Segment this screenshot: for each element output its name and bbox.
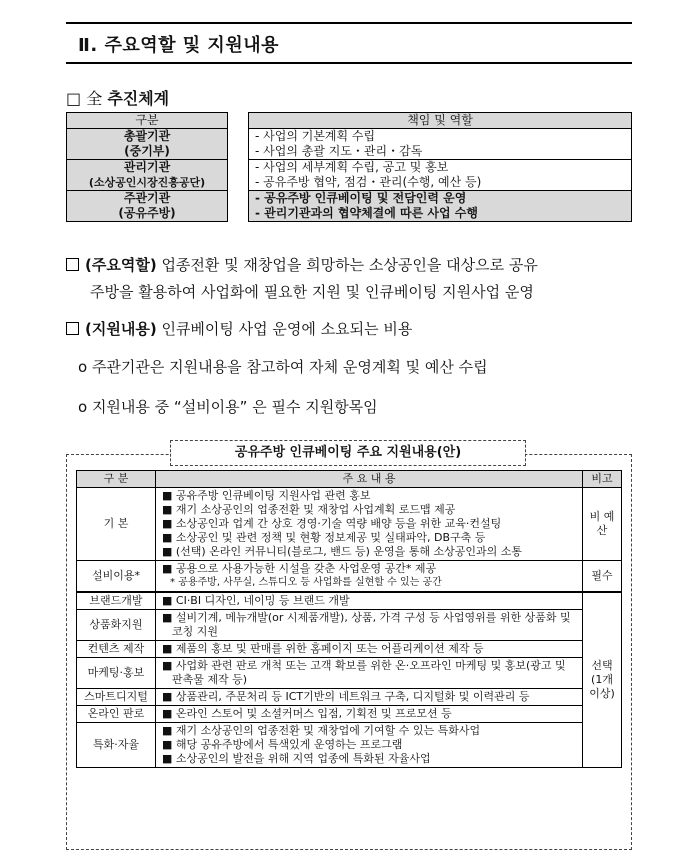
roles-desc-0: - 사업의 기본계획 수립 - 사업의 총괄 지도・관리・감독 (249, 129, 632, 160)
structure-heading (66, 86, 169, 109)
roles-org-1: 관리기관 (소상공인시장진흥공단) (67, 160, 228, 191)
checkbox-square-icon (66, 322, 79, 335)
basic-items: ■ 공유주방 인큐베이팅 지원사업 관련 홍보 ■ 재기 소상공인의 업종전환 및 재창업 사업계획 로드맵 제공 ■ 소상공인과 업계 간 상호 경영·기술 역량 배양 등을 위한 교육·컨설팅 ■ 소상공인 및 관련 정책 및 현황 정보제공 및 실태파악, DB구축 등 ■ (선택) 온라인 커뮤니티(블로그, 밴드 등) 운영을 통해 소상공인과의 소통 (156, 488, 583, 561)
support-paragraph: (지원내용) 인큐베이팅 사업 운영에 소요되는 비용 (66, 316, 412, 343)
facility-items: ■ 공용으로 사용가능한 시설을 갖춘 사업운영 공간* 제공 * 공용주방, 사무실, 스튜디오 등 사업화를 실현할 수 있는 공간 (156, 561, 583, 593)
cat-facility: 설비이용* (77, 561, 156, 593)
roles-header-0: 구분 (67, 113, 228, 129)
cat-optional-1: 상품화지원 (77, 610, 156, 641)
support-header-2: 비고 (583, 471, 622, 488)
roles-desc-2: - 공유주방 인큐베이팅 및 전담인력 운영 - 관리기관과의 협약체결에 따른 사업 수행 (249, 191, 632, 222)
prefix: 全 (86, 89, 108, 108)
roles-org-2: 주관기관 (공유주방) (67, 191, 228, 222)
cat-basic: 기 본 (77, 488, 156, 561)
support-header-1: 주 요 내 용 (156, 471, 583, 488)
sub-item-0: o 주관기관은 지원내용을 참고하여 자체 운영계획 및 예산 수립 (78, 358, 488, 376)
cat-optional-4: 스마트디지털 (77, 689, 156, 706)
roles-header-1: 책임 및 역할 (249, 113, 632, 129)
section-title-bar (66, 22, 632, 64)
cat-optional-5: 온라인 판로 (77, 706, 156, 723)
heading-title: 추진체계 (107, 89, 170, 108)
section-title: Ⅱ. 주요역할 및 지원내용 (78, 35, 279, 56)
support-table-title: 공유주방 인큐베이팅 주요 지원내용(안) (170, 440, 526, 466)
roles-desc-1: - 사업의 세부계획 수립, 공고 및 홍보 - 공유주방 협약, 점검・관리(수행, 예산 등) (249, 160, 632, 191)
cat-optional-2: 컨텐츠 제작 (77, 641, 156, 658)
roles-table (66, 112, 632, 222)
support-label: (지원내용) (85, 320, 157, 338)
cat-optional-6: 특화·자율 (77, 723, 156, 768)
support-table: 구 분 주 요 내 용 비고 기 본 ■ 공유주방 인큐베이팅 지원사업 관련 홍보 ■ 재기 소상공인의 업종전환 및 재창업 사업계획 로드맵 제공 ■ 소상공인과 업계 간 상호 경영·기술 역량 배양 등을 위한 교육·컨설팅 ■ 소상공인 및 관련 정책 및 현황 정보제공 및 실태파악, DB구축 등 ■ (선택) 온라인 커뮤니티(블로그, 밴드 등) 운영을 통해 소상공인과의 소통 비 예 산 설비이용* ■ 공용으로 사용가능한 시설을 갖춘 사업운영 공간* 제공 * 공용주방, 사무실, 스튜디오 등 사업화를 실현할 수 있는 공간 필수 브랜드개발 ■ CI·BI 디자인, 네이밍 등 브랜드 개발 선택 (1개 이상) 상품화지원 ■ 설비기계, 메뉴개발(or 시제품개발), 상품, 가격 구성 등 사업영위를 위한 상품화 및 코칭 지원 컨텐츠 제작 ■ 제품의 홍보 및 판매를 위한 홈페이지 또는 어플리케이션 제작 등 마케팅·홍보 ■ 사업화 관련 판로 개척 또는 고객 확보를 위한 온·오프라인 마케팅 및 홍보(광고 및 판촉물 제작 등) 스마트디지털 ■ 상품관리, 주문처리 등 ICT기반의 네트워크 구축, 디지털화 및 이력관리 등 온라인 판로 ■ 온라인 스토어 및 소셜커머스 입점, 기획전 및 프로모션 등 특화·자율 ■ 재기 소상공인의 업종전환 및 재창업에 기여할 수 있는 특화사업 ■ 해당 공유주방에서 특색있게 운영하는 프로그램 ■ 소상공인의 발전을 위해 지역 업종에 특화된 자율사업 (76, 470, 622, 768)
note-facility: 필수 (583, 561, 622, 593)
support-header-0: 구 분 (77, 471, 156, 488)
sub-item-1: o 지원내용 중 “설비이용” 은 필수 지원항목임 (78, 398, 378, 416)
checkbox-square-icon (66, 258, 79, 271)
cat-optional-0: 브랜드개발 (77, 592, 156, 610)
note-basic: 비 예 산 (583, 488, 622, 561)
bullet: □ (66, 89, 82, 108)
note-optional: 선택 (1개 이상) (583, 592, 622, 768)
cat-optional-3: 마케팅·홍보 (77, 658, 156, 689)
roles-org-0: 총괄기관 (중기부) (67, 129, 228, 160)
role-label: (주요역할) (85, 256, 157, 274)
role-paragraph: (주요역할) 업종전환 및 재창업을 희망하는 소상공인을 대상으로 공유 주방을 활용하여 사업화에 필요한 지원 및 인큐베이팅 지원사업 운영 (66, 252, 646, 306)
